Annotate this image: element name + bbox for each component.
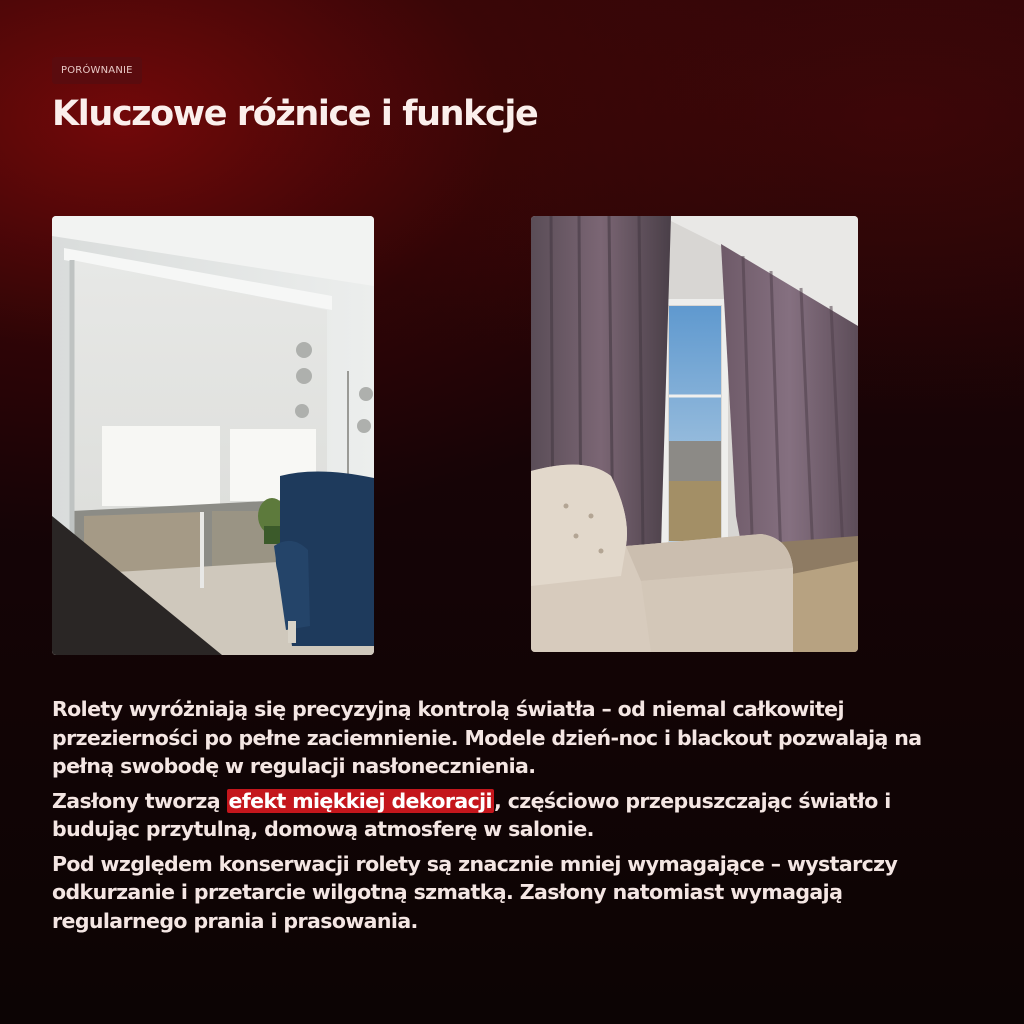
paragraph-maintenance: Pod względem konserwacji rolety są znacznie mniej wymagające – wystarczy odkurzanie i przetarcie wilgotną szmatką. Zasłony natomiast wymagają regularnego prania i prasowania. bbox=[52, 851, 898, 933]
section-badge: PORÓWNANIE bbox=[52, 57, 142, 84]
page-title: Kluczowe różnice i funkcje bbox=[52, 94, 538, 134]
curtains-photo bbox=[531, 216, 858, 652]
paragraph-blinds bbox=[52, 695, 982, 781]
emphasis-light-control: precyzyjną kontrolą światła bbox=[292, 697, 595, 721]
roller-blind-photo bbox=[52, 216, 374, 655]
highlight-soft-decoration: efekt miękkiej dekoracji bbox=[228, 788, 492, 813]
paragraph-blinds-rest: – od niemal całkowitej przezierności po pełne zaciemnienie. Modele dzień-noc i blackout pozwalają na pełną swobodę w regulacji nasłonecznienia. bbox=[52, 697, 922, 778]
paragraph-blinds-intro: Rolety wyróżniają się bbox=[52, 697, 293, 721]
body-text bbox=[52, 695, 982, 941]
paragraph-curtains-intro: Zasłony tworzą bbox=[52, 788, 227, 813]
paragraph-curtains-rest: , częściowo przepuszczając światło i budując przytulną, domową atmosferę w salonie. bbox=[52, 788, 891, 841]
paragraph-curtains bbox=[52, 787, 982, 844]
